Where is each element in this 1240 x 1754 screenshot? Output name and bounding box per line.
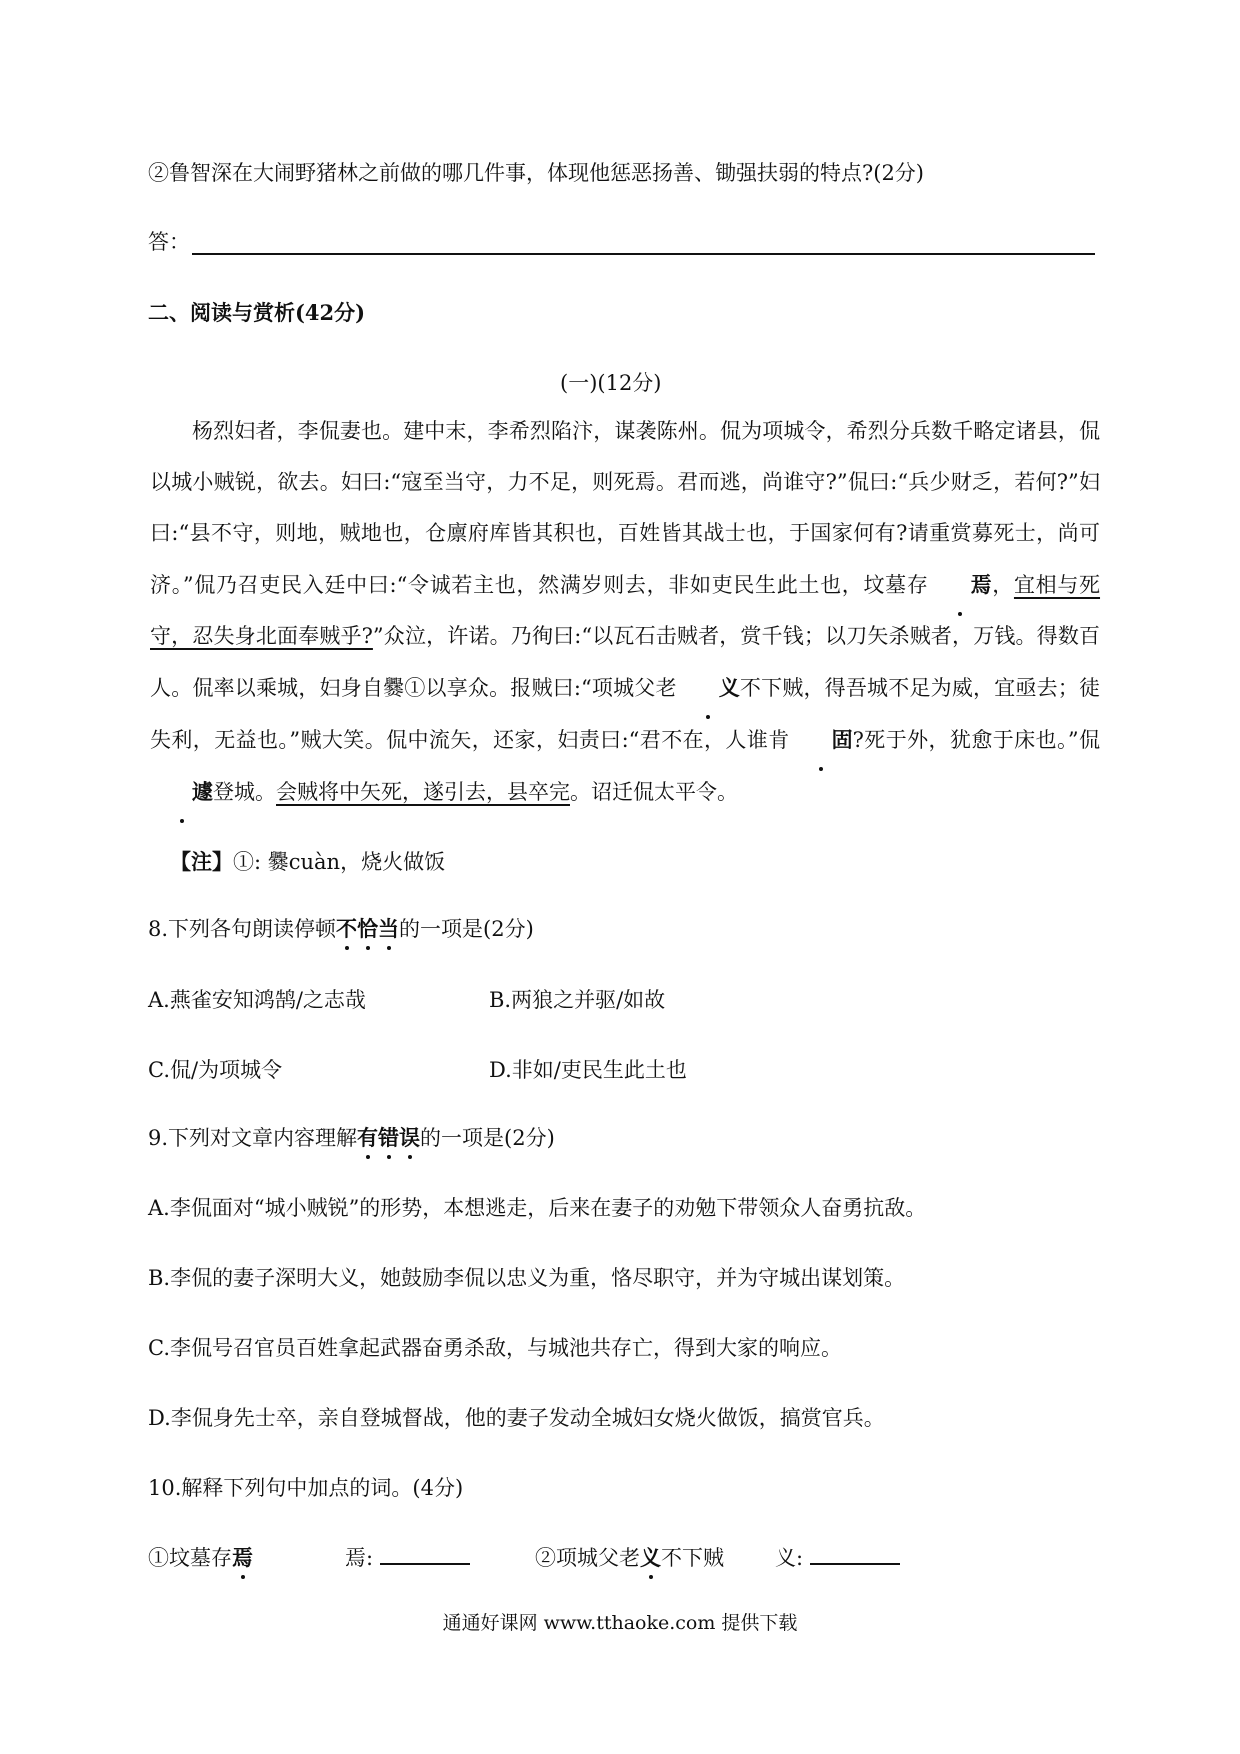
- q9-option-a: A.李侃面对“城小贼锐”的形势，本想逃走，后来在妻子的劝勉下带领众人奋勇抗敌。: [148, 1196, 927, 1220]
- q8-option-a: A.燕雀安知鸿鹄/之志哉: [148, 988, 366, 1012]
- part-title: (一)(12分): [560, 371, 662, 395]
- q10-item2: ②项城父老义不下贼: [535, 1543, 724, 1573]
- dotted-char: 固: [790, 714, 853, 765]
- underlined-sentence: 宜相与死守，忍失身北面奉贼乎?: [150, 573, 1101, 648]
- dotted-char: 焉: [929, 559, 992, 610]
- answer-line[interactable]: [192, 253, 1095, 255]
- q7-sub2: ②鲁智深在大闹野猪林之前做的哪几件事，体现他惩恶扬善、锄强扶弱的特点?(2分): [148, 161, 925, 185]
- q8-option-d: D.非如/吏民生此土也: [489, 1058, 687, 1082]
- q10-item2-blank[interactable]: [810, 1543, 900, 1565]
- q9-stem: 9.下列对文章内容理解有错误的一项是(2分): [148, 1123, 555, 1153]
- note: 【注】①: 爨cuàn，烧火做饭: [170, 849, 446, 874]
- footer: 通通好课网 www.tthaoke.com 提供下载: [442, 1612, 798, 1634]
- underlined-sentence: 会贼将中矢死，遂引去，县卒完: [276, 780, 570, 804]
- dotted-char: 遽: [150, 766, 213, 817]
- q9-option-d: D.李侃身先士卒，亲自登城督战，他的妻子发动全城妇女烧火做饭，搞赏官兵。: [148, 1406, 885, 1430]
- q10-item1-blank[interactable]: [380, 1543, 470, 1565]
- dotted-char: 义: [677, 662, 740, 713]
- answer-label: 答：: [148, 230, 190, 254]
- q8-option-c: C.侃/为项城令: [148, 1058, 283, 1082]
- passage: 杨烈妇者，李侃妻也。建中末，李希烈陷汴，谋袭陈州。侃为项城令，希烈分兵数千略定诸县，侃以城小贼锐，欲去。妇曰:“寇至当守，力不足，则死焉。君而逃，尚谁守?”侃曰:“兵少财乏，若何?”妇曰:“县不守，则地，贼地也，仓廪府库皆其积也，百姓皆其战士也，于国家何有?请重赏募死士，尚可济。”侃乃召吏民入廷中曰:“令诚若主也，然满岁则去，非如吏民生此土也，坟墓存 焉，宜相与死守，忍失身北面奉贼乎?”众泣，许诺。乃徇曰:“以瓦石击贼者，赏千钱；以刀矢杀贼者，万钱。得数百人。侃率以乘城，妇身自爨①以享众。报贼曰:“项城父老 义不下贼，得吾城不足为威，宜亟去；徒失利，无益也。”贼大笑。侃中流矢，还家，妇责曰:“君不在，人谁肯 固?死于外，犹愈于床也。”侃遽登城。会贼将中矢死，遂引去，县卒完。诏迁侃太平令。: [150, 406, 1100, 818]
- q10-item2-label: 义:: [775, 1543, 900, 1573]
- q10-item1: ①坟墓存焉: [148, 1543, 253, 1573]
- q9-option-c: C.李侃号召官员百姓拿起武器奋勇杀敌，与城池共存亡，得到大家的响应。: [148, 1336, 842, 1360]
- q8-stem: 8.下列各句朗读停顿不恰当的一项是(2分): [148, 914, 534, 944]
- q8-option-b: B.两狼之并驱/如故: [489, 988, 666, 1012]
- q10-item1-label: 焉:: [345, 1543, 470, 1573]
- q10-stem: 10.解释下列句中加点的词。(4分): [148, 1476, 464, 1500]
- q9-option-b: B.李侃的妻子深明大义，她鼓励李侃以忠义为重，恪尽职守，并为守城出谋划策。: [148, 1266, 906, 1290]
- section-title: 二、阅读与赏析(42分): [148, 300, 366, 325]
